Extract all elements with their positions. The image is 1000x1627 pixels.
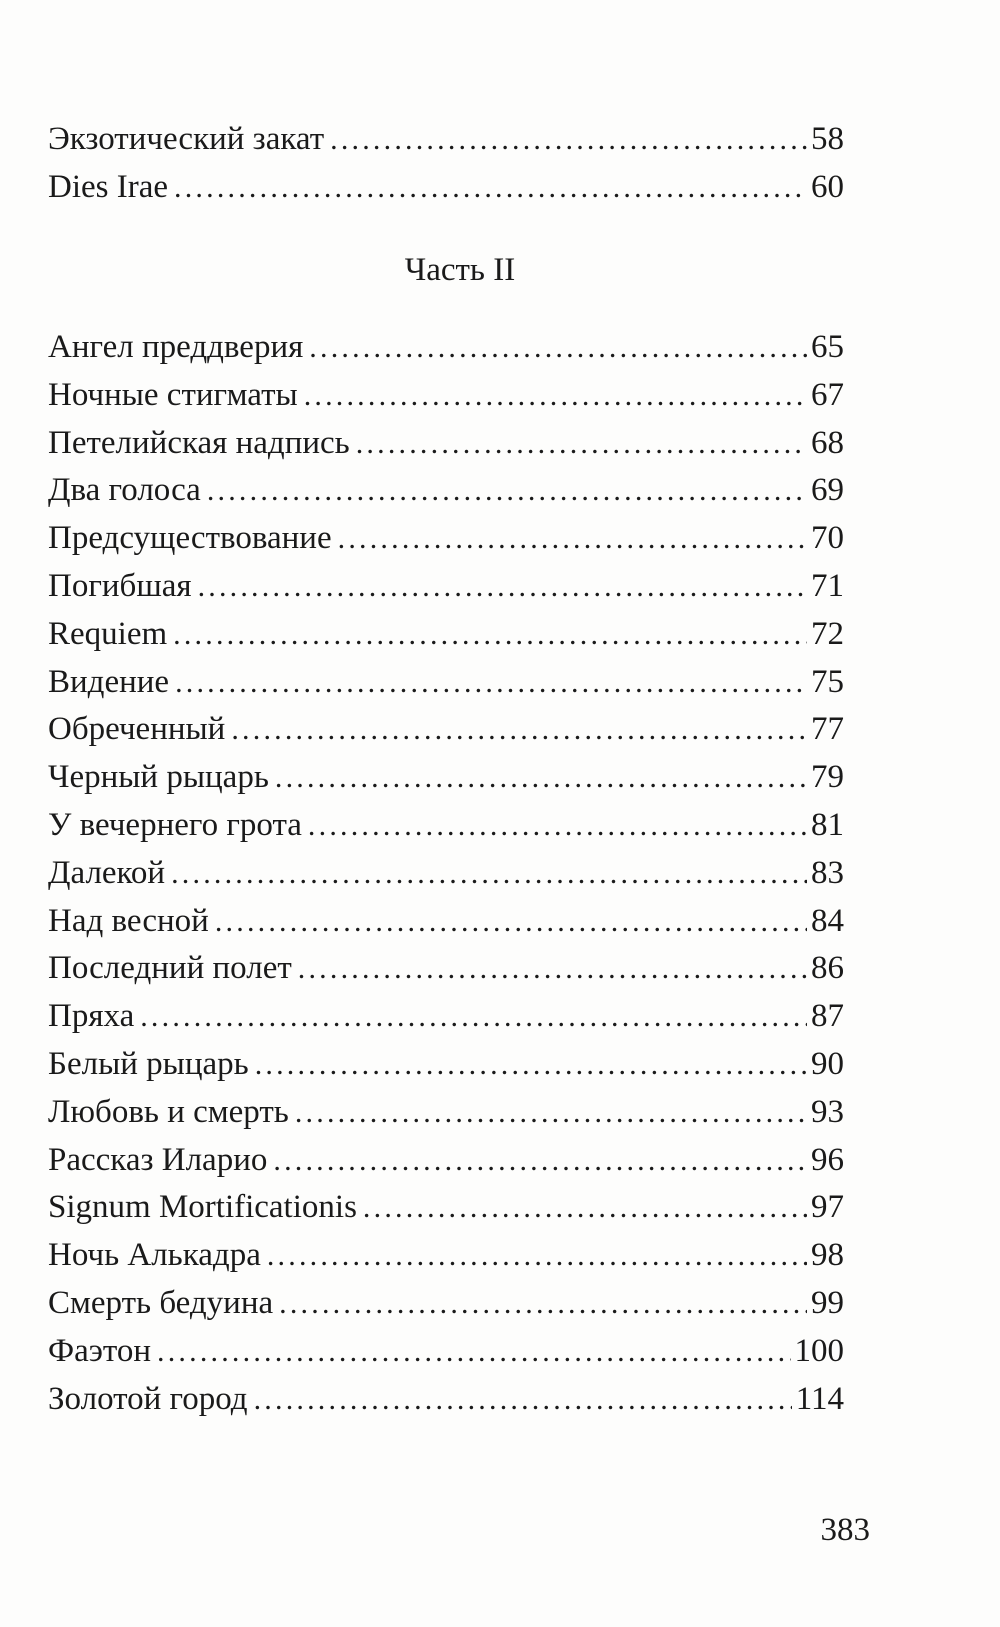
dot-leader: [198, 563, 807, 611]
toc-entry: [48, 945, 844, 993]
toc-entry: [48, 1280, 844, 1328]
dot-leader: [363, 1184, 807, 1232]
dot-leader: [338, 515, 807, 563]
dot-leader: [273, 1137, 807, 1185]
toc-entry: [48, 1376, 844, 1424]
toc-entry-page: 71: [811, 567, 844, 604]
toc-entry-title: Requiem: [48, 615, 168, 652]
dot-leader: [356, 420, 807, 468]
dot-leader: [330, 116, 807, 164]
toc-entry: [48, 1328, 844, 1376]
toc-entry-title: У вечернего грота: [48, 806, 302, 843]
toc-entry-page: 67: [811, 376, 844, 413]
toc-entry: [48, 659, 844, 707]
toc-entry-page: 97: [811, 1189, 844, 1226]
toc-entry-page: 98: [811, 1237, 844, 1274]
toc-entry-title: Ночь Алькадра: [48, 1237, 261, 1274]
toc-entry: [48, 563, 844, 611]
toc-entry: [48, 1089, 844, 1137]
toc-entry-page: 93: [811, 1093, 844, 1130]
toc-entry-page: 96: [811, 1141, 844, 1178]
toc-entry-title: Последний полет: [48, 950, 292, 987]
toc-entry-page: 75: [811, 663, 844, 700]
toc-entry-page: 87: [811, 998, 844, 1035]
toc-entry: [48, 754, 844, 802]
dot-leader: [171, 850, 807, 898]
toc-entry-title: Два голоса: [48, 472, 201, 509]
toc-entry-page: 86: [811, 950, 844, 987]
toc-entry: [48, 706, 844, 754]
dot-leader: [309, 324, 807, 372]
toc-entry-title: Рассказ Иларио: [48, 1141, 268, 1178]
toc-entry: [48, 1184, 844, 1232]
toc-entry: [48, 116, 844, 164]
toc-entry: [48, 898, 844, 946]
toc-entry-title: Ночные стигматы: [48, 376, 298, 413]
toc-entry: [48, 1232, 844, 1280]
toc-entry: [48, 515, 844, 563]
toc-entry-title: Signum Mortificationis: [48, 1189, 357, 1226]
dot-leader: [174, 164, 807, 212]
dot-leader: [231, 706, 807, 754]
toc-entry-page: 90: [811, 1045, 844, 1082]
toc-entry-title: Пряха: [48, 998, 135, 1035]
toc-entry-page: 100: [794, 1332, 844, 1369]
toc-part2: [48, 324, 844, 1423]
dot-leader: [173, 611, 807, 659]
toc-entry-title: Погибшая: [48, 567, 192, 604]
toc-entry-page: 77: [811, 711, 844, 748]
toc-entry-title: Далекой: [48, 854, 166, 891]
dot-leader: [295, 1089, 807, 1137]
toc-entry: [48, 850, 844, 898]
toc-entry-title: Золотой город: [48, 1380, 248, 1417]
toc-entry: [48, 611, 844, 659]
toc-entry-title: Смерть бедуина: [48, 1284, 274, 1321]
dot-leader: [298, 945, 807, 993]
toc-entry-title: Обреченный: [48, 711, 226, 748]
toc-entry-title: Над весной: [48, 902, 209, 939]
toc-entry-title: Экзотический закат: [48, 121, 325, 157]
dot-leader: [254, 1376, 792, 1424]
toc-entry-title: Ангел преддверия: [48, 329, 304, 365]
toc-entry-page: 60: [811, 168, 844, 205]
toc-entry-page: 70: [811, 520, 844, 557]
toc-entry: [48, 324, 844, 372]
dot-leader: [267, 1232, 807, 1280]
page-number: 383: [820, 1512, 870, 1548]
toc-entry-page: 84: [811, 902, 844, 939]
toc-entry: [48, 802, 844, 850]
toc-entry-page: 58: [811, 121, 844, 157]
toc-entry-title: Видение: [48, 663, 170, 700]
toc-entry-page: 114: [795, 1380, 844, 1417]
dot-leader: [275, 754, 807, 802]
dot-leader: [140, 993, 807, 1041]
dot-leader: [157, 1328, 790, 1376]
dot-leader: [304, 372, 807, 420]
toc-entry: [48, 1137, 844, 1185]
toc-entry-page: 68: [811, 424, 844, 461]
toc-entry-title: Белый рыцарь: [48, 1045, 249, 1082]
part-heading: Часть II: [404, 252, 516, 288]
toc-entry-page: 79: [811, 759, 844, 796]
toc-entry: [48, 164, 844, 212]
toc-entry-page: 81: [811, 806, 844, 843]
dot-leader: [215, 898, 807, 946]
toc-part1-end: [48, 116, 844, 212]
toc-entry-page: 69: [811, 472, 844, 509]
toc-entry-title: Dies Irae: [48, 168, 169, 205]
toc-entry-page: 83: [811, 854, 844, 891]
toc-entry-title: Черный рыцарь: [48, 759, 269, 796]
dot-leader: [279, 1280, 807, 1328]
toc-entry: [48, 1041, 844, 1089]
dot-leader: [255, 1041, 807, 1089]
toc-entry: [48, 372, 844, 420]
toc-entry-page: 65: [811, 329, 844, 365]
dot-leader: [308, 802, 807, 850]
toc-entry-title: Петелийская надпись: [48, 424, 350, 461]
toc-entry: [48, 467, 844, 515]
toc-entry-page: 72: [811, 615, 844, 652]
toc-entry-title: Любовь и смерть: [48, 1093, 289, 1130]
toc-entry-title: Предсуществование: [48, 520, 332, 557]
toc-entry: [48, 420, 844, 468]
dot-leader: [207, 467, 807, 515]
toc-entry-page: 99: [811, 1284, 844, 1321]
toc-entry: [48, 993, 844, 1041]
toc-entry-title: Фаэтон: [48, 1332, 152, 1369]
dot-leader: [175, 659, 807, 707]
